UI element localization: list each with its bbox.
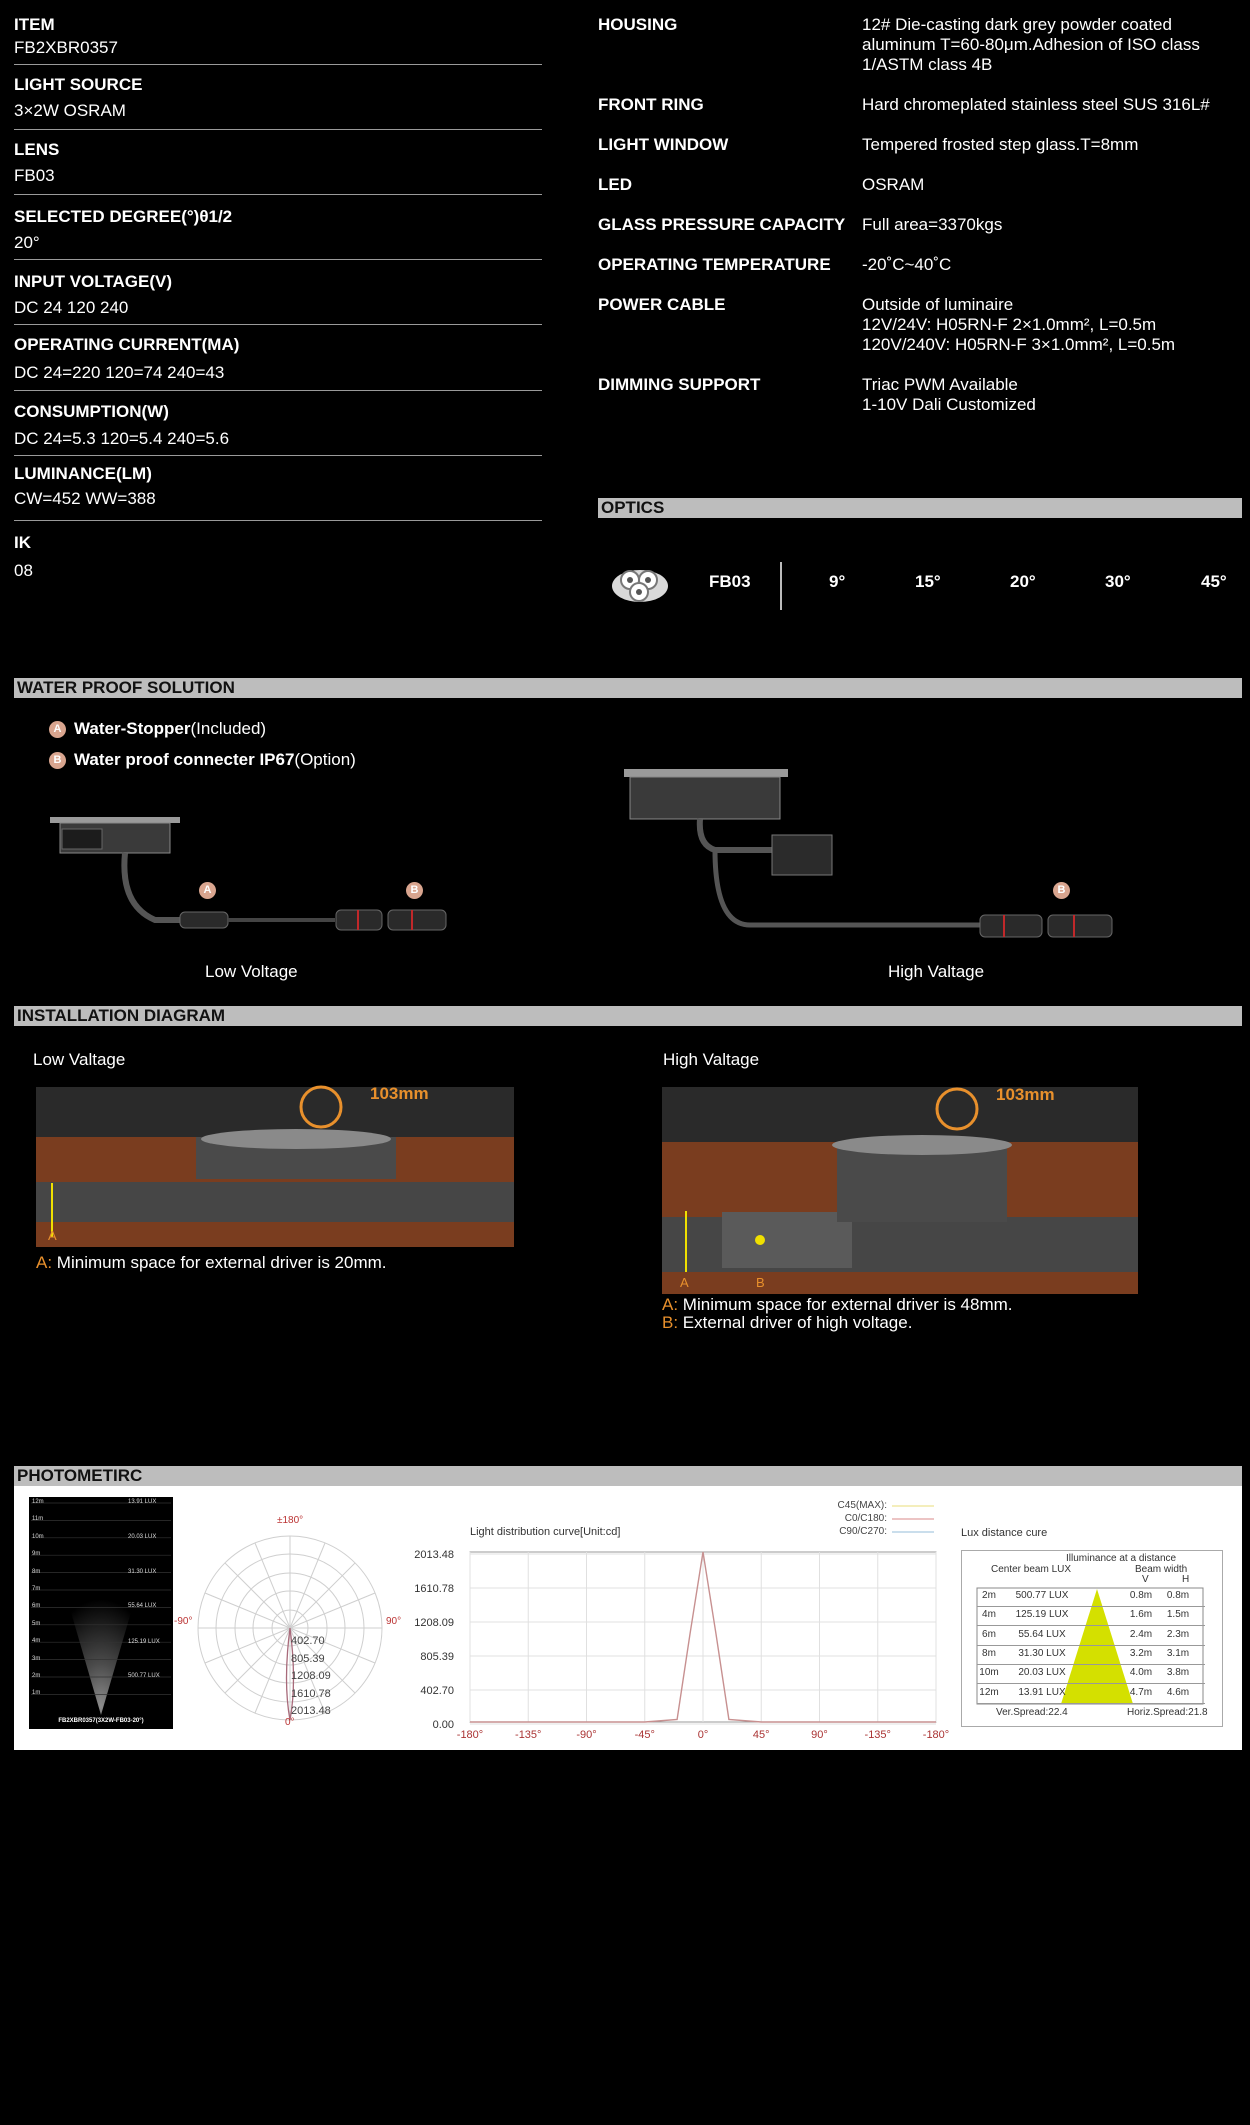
x-tick-label: 45° xyxy=(752,1729,770,1741)
beam-distance-label: 1m xyxy=(32,1690,41,1697)
beam-caption: FB2XBR0357(3X2W-FB03-20°) xyxy=(58,1718,144,1724)
optics-angle: 9° xyxy=(829,572,846,591)
y-tick-label: 0.00 xyxy=(432,1719,454,1731)
spec-line: 120V/240V: H05RN-F 3×1.0mm², L=0.5m xyxy=(862,335,1176,354)
lux-col-center: Center beam LUX xyxy=(991,1564,1072,1575)
beam-lux-label: 125.19 LUX xyxy=(128,1639,160,1645)
lux-row xyxy=(977,1664,1205,1684)
install-high-title: High Valtage xyxy=(663,1050,760,1069)
spec-value: FB03 xyxy=(14,166,55,185)
beam-distance-label: 12m xyxy=(32,1499,44,1505)
high-voltage-illustration xyxy=(620,765,1180,945)
item-bold: Water proof connecter IP67 xyxy=(74,750,295,769)
y-tick-label: 2013.48 xyxy=(414,1549,454,1561)
beam-distance-label: 4m xyxy=(32,1638,41,1645)
spec-item xyxy=(14,65,542,130)
y-tick-label: 1208.09 xyxy=(414,1617,454,1629)
beam-distance-label: 5m xyxy=(32,1620,41,1627)
photometric-section-bar: PHOTOMETIRC xyxy=(14,1466,1242,1486)
item-bold: Water-Stopper xyxy=(74,719,191,738)
y-tick-label: 805.39 xyxy=(420,1651,454,1663)
note-text: Minimum space for external driver is 20mm. xyxy=(56,1253,387,1272)
spec-value: CW=452 WW=388 xyxy=(14,489,156,508)
beam-lux-label: 31.30 LUX xyxy=(128,1569,157,1575)
lux-cell-h: 2.3m xyxy=(1166,1628,1190,1640)
lux-cell-h: 3.8m xyxy=(1166,1667,1190,1679)
polar-label-top: ±180° xyxy=(277,1515,304,1526)
optics-divider xyxy=(780,562,782,610)
spec-label: ITEM xyxy=(14,15,55,34)
spec-value: Hard chromeplated stainless steel SUS 316L# xyxy=(862,95,1210,114)
optics-lens-name: FB03 xyxy=(709,572,751,591)
size-label-high: 103mm xyxy=(996,1085,1055,1104)
x-tick-label: -90° xyxy=(576,1729,597,1741)
install-high-note-b xyxy=(662,1313,912,1333)
beam-distance-label: 8m xyxy=(32,1568,41,1575)
optics-angle: 15° xyxy=(915,572,941,591)
x-tick-label: -180° xyxy=(922,1729,950,1741)
spec-line: 1/ASTM class 4B xyxy=(862,55,993,74)
polar-ring-label: 1208.09 xyxy=(291,1670,331,1682)
lux-row xyxy=(977,1684,1205,1704)
badge-b: B xyxy=(1053,882,1070,899)
illus-badge-b xyxy=(406,882,431,900)
spec-label: FRONT RING xyxy=(598,95,704,114)
legend-item: C90/C270: xyxy=(839,1526,887,1537)
spec-label: LUMINANCE(LM) xyxy=(14,464,152,483)
spec-label: INPUT VOLTAGE(V) xyxy=(14,272,173,291)
lux-cell-h: 4.6m xyxy=(1166,1686,1190,1698)
spec-line: Triac PWM Available xyxy=(862,375,1018,394)
spec-item xyxy=(14,325,542,391)
lux-cell-lux: 125.19 LUX xyxy=(1015,1609,1069,1621)
badge-b: B xyxy=(406,882,423,899)
line-chart-title: Light distribution curve[Unit:cd] xyxy=(470,1526,621,1538)
spec-line: 12V/24V: H05RN-F 2×1.0mm², L=0.5m xyxy=(862,315,1157,334)
installation-section-bar: INSTALLATION DIAGRAM xyxy=(14,1006,1242,1026)
lux-cell-lux: 20.03 LUX xyxy=(1018,1667,1066,1679)
size-label-low: 103mm xyxy=(370,1084,429,1103)
beam-lux-label: 500.77 LUX xyxy=(128,1673,160,1679)
spec-label: CONSUMPTION(W) xyxy=(14,402,169,421)
install-low-note xyxy=(36,1253,387,1273)
spec-item xyxy=(14,260,542,325)
beam-lux-label: 13.91 LUX xyxy=(128,1499,157,1505)
spec-line: 1-10V Dali Customized xyxy=(862,395,1036,414)
low-voltage-caption: Low Voltage xyxy=(205,962,298,981)
lux-cell-v: 3.2m xyxy=(1129,1647,1153,1659)
lux-cell-d: 10m xyxy=(979,1667,999,1679)
lux-row xyxy=(977,1645,1205,1665)
spec-value: Full area=3370kgs xyxy=(862,215,1003,234)
spec-label: LIGHT SOURCE xyxy=(14,75,143,94)
lux-row xyxy=(977,1606,1205,1626)
spec-value: DC 24=220 120=74 240=43 xyxy=(14,363,225,382)
lux-row xyxy=(977,1626,1205,1646)
beam-lux-label: 55.64 LUX xyxy=(128,1603,157,1609)
note-key: A: xyxy=(662,1295,679,1314)
polar-ring-labels xyxy=(291,1633,331,1721)
optics-angle: 45° xyxy=(1201,572,1227,591)
beam-distance-label: 7m xyxy=(32,1586,41,1592)
note-key: B: xyxy=(662,1313,679,1332)
x-tick-label: -180° xyxy=(456,1729,484,1741)
y-tick-label: 1610.78 xyxy=(414,1583,454,1595)
polar-ring-label: 805.39 xyxy=(291,1652,325,1665)
beam-distance-label: 2m xyxy=(32,1673,41,1679)
spec-value: FB2XBR0357 xyxy=(14,38,118,57)
spec-value: -20˚C~40˚C xyxy=(862,255,952,274)
spec-line: Outside of luminaire xyxy=(862,295,1014,314)
lux-table-header: Illuminance at a distance xyxy=(1066,1553,1177,1564)
polar-diagram xyxy=(170,1512,410,1752)
install-high-note-a xyxy=(662,1295,1013,1315)
spec-item xyxy=(14,195,542,260)
x-tick-label: -135° xyxy=(515,1729,542,1741)
spec-item xyxy=(14,521,542,585)
marker-b-high: B xyxy=(756,1275,765,1290)
lux-cell-d: 2m xyxy=(982,1590,996,1601)
lux-cell-h: 1.5m xyxy=(1166,1609,1190,1621)
spec-value: DC 24 120 240 xyxy=(14,298,129,317)
lux-cell-lux: 31.30 LUX xyxy=(1018,1647,1066,1659)
lux-cell-v: 0.8m xyxy=(1129,1590,1153,1601)
beam-distance-label: 10m xyxy=(32,1533,44,1540)
polar-label-bottom: 0° xyxy=(285,1717,295,1728)
item-rest: (Included) xyxy=(190,719,267,738)
spec-value: Tempered frosted step glass.T=8mm xyxy=(862,135,1139,154)
optics-angle: 20° xyxy=(1010,572,1036,591)
optics-angle: 30° xyxy=(1105,572,1131,591)
optics-section-bar: OPTICS xyxy=(598,498,1242,518)
lux-col-v: V xyxy=(1142,1574,1149,1585)
note-text: External driver of high voltage. xyxy=(682,1313,913,1332)
waterproof-item-a xyxy=(49,719,266,739)
lux-cell-d: 12m xyxy=(979,1686,999,1698)
lux-cell-lux: 13.91 LUX xyxy=(1018,1686,1066,1698)
beam-distance-label: 11m xyxy=(32,1516,44,1523)
spec-label: LIGHT WINDOW xyxy=(598,135,729,154)
polar-ring-label: 1610.78 xyxy=(291,1687,331,1700)
spec-item xyxy=(14,130,542,195)
spec-value: 20° xyxy=(14,233,40,252)
polar-ring-label: 402.70 xyxy=(291,1635,325,1647)
spec-value: OSRAM xyxy=(862,175,925,194)
beam-distance-label: 9m xyxy=(32,1551,41,1558)
spec-value: 08 xyxy=(14,561,33,580)
badge-a: A xyxy=(199,882,216,899)
badge-b: B xyxy=(49,752,66,769)
spec-label: GLASS PRESSURE CAPACITY xyxy=(598,215,846,234)
light-distribution-chart xyxy=(390,1540,950,1741)
spec-line: aluminum T=60-80μm.Adhesion of ISO class xyxy=(862,35,1200,54)
lux-col-beam: Beam width xyxy=(1135,1564,1188,1575)
lux-cell-lux: 55.64 LUX xyxy=(1018,1628,1066,1640)
lux-cell-d: 8m xyxy=(982,1647,996,1659)
marker-a-high: A xyxy=(680,1275,689,1290)
spec-label: LENS xyxy=(14,140,60,159)
lux-cell-v: 4.7m xyxy=(1129,1686,1153,1698)
x-tick-label: 0° xyxy=(697,1729,709,1741)
beam-lux-label: 20.03 LUX xyxy=(128,1534,157,1540)
high-voltage-caption: High Valtage xyxy=(888,962,985,981)
lux-cell-v: 4.0m xyxy=(1129,1667,1153,1679)
curve-legend xyxy=(800,1499,887,1538)
polar-ring-label: 2013.48 xyxy=(291,1705,331,1717)
spec-value xyxy=(862,375,1036,415)
beam-distance-label: 6m xyxy=(32,1603,41,1610)
spec-label: HOUSING xyxy=(598,15,678,34)
spec-value: 3×2W OSRAM xyxy=(14,101,126,120)
x-tick-label: -135° xyxy=(864,1729,891,1741)
note-key: A: xyxy=(36,1253,53,1272)
note-text: Minimum space for external driver is 48mm. xyxy=(682,1295,1013,1314)
spec-label: SELECTED DEGREE(°)θ1/2 xyxy=(14,207,233,226)
y-tick-label: 402.70 xyxy=(420,1685,454,1697)
x-tick-label: 90° xyxy=(811,1729,828,1741)
legend-item: C0/C180: xyxy=(844,1513,887,1524)
legend-item: C45(MAX): xyxy=(837,1500,887,1511)
spec-label: IK xyxy=(14,533,31,552)
ver-spread: Ver.Spread:22.4 xyxy=(996,1707,1068,1718)
hor-spread: Horiz.Spread:21.8 xyxy=(1127,1707,1208,1718)
lux-col-h: H xyxy=(1182,1574,1190,1585)
spec-value xyxy=(862,295,1175,355)
lens-thumbnail xyxy=(608,556,672,606)
install-high-photo xyxy=(662,1087,1138,1294)
lux-cell-v: 2.4m xyxy=(1129,1628,1153,1640)
lux-cell-v: 1.6m xyxy=(1129,1609,1153,1621)
install-low-photo xyxy=(36,1087,514,1247)
polar-label-right: 90° xyxy=(386,1616,402,1627)
spec-line: 12# Die-casting dark grey powder coated xyxy=(862,15,1172,34)
beam-distance-label: 3m xyxy=(32,1655,41,1662)
low-voltage-illustration xyxy=(40,805,520,955)
lux-row xyxy=(977,1587,1205,1607)
lux-cell-h: 3.1m xyxy=(1166,1647,1190,1659)
waterproof-item-b xyxy=(49,750,356,770)
waterproof-section-bar: WATER PROOF SOLUTION xyxy=(14,678,1242,698)
spec-label: DIMMING SUPPORT xyxy=(598,375,761,394)
marker-a-low: A xyxy=(48,1228,57,1243)
badge-a: A xyxy=(49,721,66,738)
spec-value xyxy=(862,15,1200,75)
lux-cell-h: 0.8m xyxy=(1166,1590,1190,1601)
legend-swatches xyxy=(890,1499,936,1539)
lux-cell-lux: 500.77 LUX xyxy=(1015,1590,1069,1601)
illus-badge-a xyxy=(199,882,224,900)
spec-item xyxy=(14,456,542,521)
spec-value: DC 24=5.3 120=5.4 240=5.6 xyxy=(14,429,230,448)
spec-label: OPERATING CURRENT(MA) xyxy=(14,335,240,354)
spec-item xyxy=(14,391,542,456)
lux-cell-d: 4m xyxy=(982,1609,996,1621)
spec-label: LED xyxy=(598,175,632,194)
lux-title: Lux distance cure xyxy=(961,1527,1048,1539)
install-low-title: Low Valtage xyxy=(33,1050,126,1069)
spec-label: OPERATING TEMPERATURE xyxy=(598,255,831,274)
illus-badge-b-high xyxy=(1053,882,1078,900)
beam-image xyxy=(29,1497,173,1729)
item-rest: (Option) xyxy=(294,750,356,769)
spec-label: POWER CABLE xyxy=(598,295,726,314)
x-tick-label: -45° xyxy=(634,1729,655,1741)
spec-list-left xyxy=(14,12,542,585)
polar-label-left: -90° xyxy=(174,1616,193,1627)
lux-cell-d: 6m xyxy=(982,1628,996,1640)
spec-item xyxy=(14,12,542,65)
